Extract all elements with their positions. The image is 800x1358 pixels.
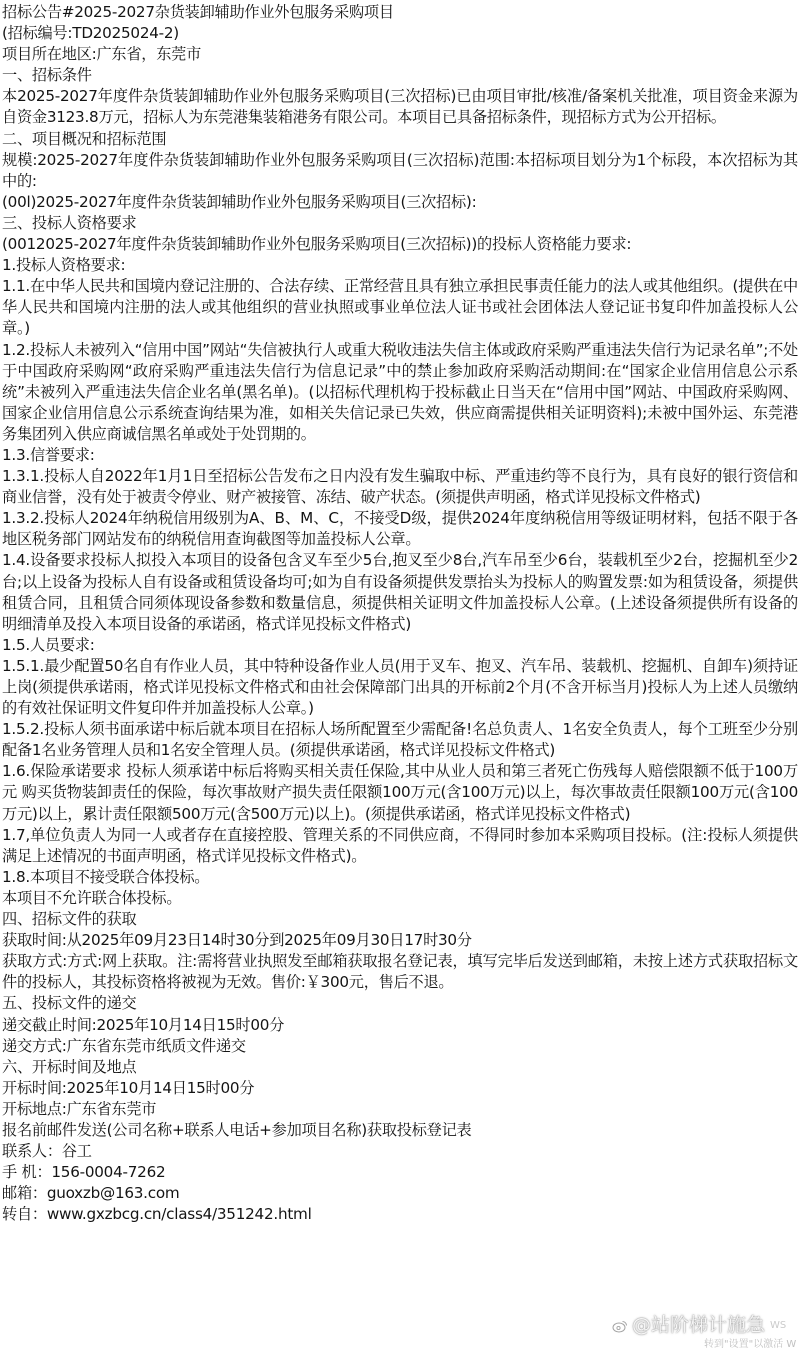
section-heading-3: 三、投标人资格要求 bbox=[2, 213, 137, 232]
clause-1-3-2: 1.3.2.投标人2024年纳税信用级别为A、B、M、C，不接受D级，提供2024年度纳税信用等级证明材料，包括不限于各地区税务部门网站发布的纳税信用查询截图等加盖投标人公章。 bbox=[2, 509, 798, 549]
watermark-side-text: WS bbox=[770, 1320, 787, 1331]
clause-1-7: 1.7,单位负责人为同一人或者存在直接控股、管理关系的不同供应商，不得同时参加本采购项目投标。(注:投标人须提供满足上述情况的书面声明函，格式详见投标文件格式)。 bbox=[2, 825, 798, 865]
watermark-text: @站阶梯计施急 bbox=[632, 1314, 766, 1336]
activation-notice: 转到"设置"以激活 W bbox=[704, 1339, 797, 1350]
clause-1-4: 1.4.设备要求投标人拟投入本项目的设备包含叉车至少5台,抱叉至少8台,汽车吊至少6台，装载机至少2台，挖掘机至少2台;以上设备为投标人自有设备或租赁设备均可;如为自有设备须提供发票抬头为投标人的购置发票:如为租赁设备，须提供租赁合同，且租赁合同须体现设备参数和数量信息，须提供相关证明文件加盖投标人公章。(上述设备须提供所有设备的明细清单及投入本项目设备的承诺函，格式详见投标文件格式) bbox=[2, 551, 798, 633]
announcement-body bbox=[2, 2, 798, 1225]
section-heading-6: 六、开标时间及地点 bbox=[2, 1057, 137, 1076]
project-location: 项目所在地区:广东省，东莞市 bbox=[2, 45, 202, 64]
section-heading-1: 一、招标条件 bbox=[2, 66, 92, 85]
weibo-logo-icon bbox=[612, 1318, 628, 1334]
source-url: 转自：www.gxzbcg.cn/class4/351242.html bbox=[2, 1205, 312, 1224]
clause-1-1: 1.1.在中华人民共和国境内登记注册的、合法存续、正常经营且具有独立承担民事责任能力的法人或其他组织。(提供在中华人民共和国境内注册的法人或其他组织的营业执照或事业单位法人证书或社会团体法人登记证书复印件加盖投标人公章。) bbox=[2, 277, 798, 338]
clause-1-6: 1.6.保险承诺要求 投标人须承诺中标后将购买相关责任保险,其中从业人员和第三者死亡伤残每人赔偿限额不低于100万元 购买货物装卸责任的保险，每次事故财产损失责任限额100万元(含100万元)以上，每次事故责任限额100万元(含100万元)以上，累计责任限额500万元(含500万元)以上)。(须提供承诺函，格式详见投标文件格式) bbox=[2, 762, 798, 823]
paragraph-scope: 规模:2025-2027年度件杂货装卸辅助作业外包服务采购项目(三次招标)范围:本招标项目划分为1个标段，本次招标为其中的: bbox=[2, 150, 798, 190]
contact-person: 联系人：谷工 bbox=[2, 1142, 92, 1161]
joint-bid-note: 本项目不允许联合体投标。 bbox=[2, 888, 182, 907]
paragraph-qualification-intro: (0012025-2027年度件杂货装卸辅助作业外包服务采购项目(三次招标))的投标人资格能力要求: bbox=[2, 235, 632, 254]
contact-email: 邮箱：guoxzb@163.com bbox=[2, 1184, 180, 1203]
clause-1-8: 1.8.本项目不接受联合体投标。 bbox=[2, 867, 210, 886]
paragraph-lot: (00l)2025-2027年度件杂货装卸辅助作业外包服务采购项目(三次招标): bbox=[2, 192, 477, 211]
submission-method: 递交方式:广东省东莞市纸质文件递交 bbox=[2, 1036, 246, 1055]
registration-note: 报名前邮件发送(公司名称+联系人电话+参加项目名称)获取投标登记表 bbox=[2, 1120, 472, 1139]
clause-1-5-2: 1.5.2.投标人须书面承诺中标后就本项目在招标人场所配置至少需配备!名总负责人、1名安全负责人，每个工班至少分别配备1名业务管理人员和1名安全管理人员。(须提供承诺函，格式详见投标文件格式) bbox=[2, 720, 798, 760]
contact-phone: 手 机：156-0004-7262 bbox=[2, 1163, 166, 1182]
tender-number: (招标编号:TD2025024-2) bbox=[2, 24, 179, 43]
submission-deadline: 递交截止时间:2025年10月14日15时00分 bbox=[2, 1015, 285, 1034]
section-heading-5: 五、投标文件的递交 bbox=[2, 994, 137, 1013]
acquisition-method: 获取方式:方式:网上获取。注:需将营业执照发至邮箱获取报名登记表，填写完毕后发送到邮箱，未按上述方式获取招标文件的投标人，其投标资格将被视为无效。售价:￥300元，售后不退。 bbox=[2, 952, 798, 992]
clause-1-3: 1.3.信誉要求: bbox=[2, 445, 95, 464]
acquisition-time: 获取时间:从2025年09月23日14时30分到2025年09月30日17时30分 bbox=[2, 931, 472, 950]
section-heading-2: 二、项目概况和招标范围 bbox=[2, 129, 167, 148]
opening-time: 开标时间:2025年10月14日15时00分 bbox=[2, 1078, 255, 1097]
clause-1-2: 1.2.投标人未被列入“信用中国”网站“失信被执行人或重大税收违法失信主体或政府采购严重违法失信行为记录名单”;不处于中国政府采购网“政府采购严重违法失信行为信息记录”中的禁止参加政府采购活动期间:在“国家企业信用信息公示系统”未被列入严重违法失信企业名单(黑名单)。(以招标代理机构于投标截止日当天在“信用中国”网站、中国政府采购网、国家企业信用信息公示系统查询结果为准，如相关失信记录已失效，供应商需提供相关证明资料);未被中国外运、东莞港务集团列入供应商诚信黑名单或处于处罚期的。 bbox=[2, 340, 798, 443]
clause-1: 1.投标人资格要求: bbox=[2, 256, 126, 275]
clause-1-5: 1.5.人员要求: bbox=[2, 635, 95, 654]
clause-1-5-1: 1.5.1.最少配置50名自有作业人员，其中特种设备作业人员(用于叉车、抱叉、汽车吊、装载机、挖掘机、自卸车)须持证上岗(须提供承诺雨，格式详见投标文件格式和由社会保障部门出具的开标前2个月(不含开标当月)投标人为上述人员缴纳的有效社保证明文件复印件并加盖投标人公章。) bbox=[2, 656, 798, 718]
clause-1-3-1: 1.3.1.投标人自2022年1月1日至招标公告发布之日内没有发生骗取中标、严重违约等不良行为，具有良好的银行资信和商业信誉，没有处于被责令停业、财产被接管、冻结、破产状态。(须提供声明函，格式详见投标文件格式) bbox=[2, 467, 798, 507]
section-heading-4: 四、招标文件的获取 bbox=[2, 910, 137, 929]
announcement-title: 招标公告#2025-2027杂货装卸辅助作业外包服务采购项目 bbox=[2, 3, 394, 21]
paragraph-tender-conditions: 本2025-2027年度件杂货装卸辅助作业外包服务采购项目(三次招标)已由项目审批/核准/备案机关批准，项目资金来源为自资金3123.8万元，招标人为东莞港集装箱港务有限公司。本项目已具备招标条件，现招标方式为公开招标。 bbox=[2, 87, 798, 127]
opening-location: 开标地点:广东省东莞市 bbox=[2, 1099, 157, 1118]
